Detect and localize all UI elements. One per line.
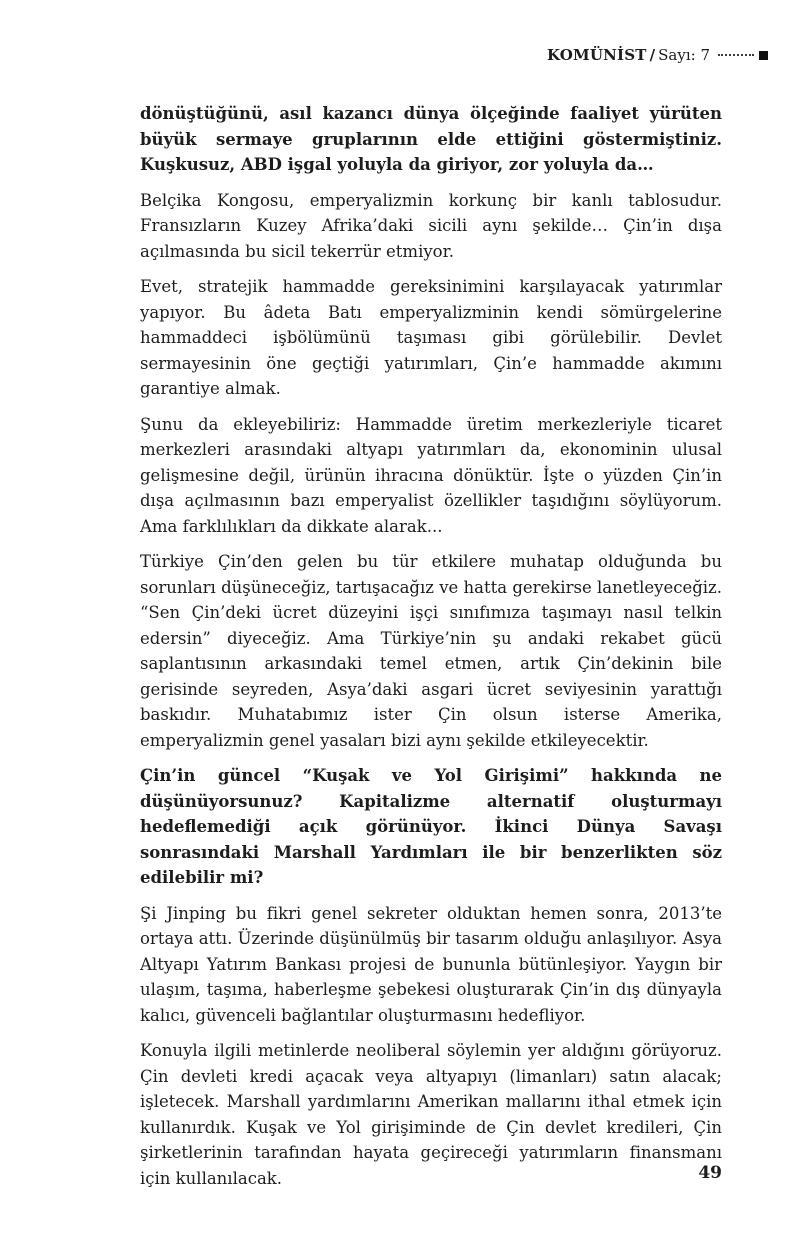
- paragraph-answer-3: Şunu da ekleyebiliriz: Hammadde üretim merkezleriyle ticaret merkezleri arasındaki altyapı yatırımları da, ekonominin ulusal gelişmesine değil, ürünün ihracına dönüktür. İşte o yüzden Çin’in dışa açılmasının bazı emperyalist özellikler taşıdığını söylüyorum. Ama farklılıkları da dikkate alarak...: [140, 414, 722, 536]
- running-header: [140, 46, 768, 64]
- header-square-marker: [759, 51, 768, 60]
- issue-number: Sayı: 7: [658, 46, 710, 64]
- header-separator: /: [649, 46, 656, 64]
- paragraph-question-1: dönüştüğünü, asıl kazancı dünya ölçeğinde faaliyet yürüten büyük sermaye gruplarının elde ettiğini göstermiştiniz. Kuşkusuz, ABD işgal yoluyla da giriyor, zor yoluyla da…: [140, 104, 722, 174]
- paragraph-answer-6: Konuyla ilgili metinlerde neoliberal söylemin yer aldığını görüyoruz. Çin devleti kredi açacak veya altyapıyı (limanları) satın alacak; işletecek. Marshall yardımlarını Amerikan mallarını ithal etmek için kullanırdık. Kuşak ve Yol girişiminde de Çin devlet kredileri, Çin şirketlerinin tarafından hayata geçireceği yatırımların finansmanı için kullanılacak.: [140, 1041, 722, 1188]
- paragraph-answer-1: Belçika Kongosu, emperyalizmin korkunç bir kanlı tablosudur. Fransızların Kuzey Afrika’daki sicili aynı şekilde… Çin’in dışa açılmasında bu sicil tekerrür etmiyor.: [140, 190, 722, 261]
- paragraph-question-2: Çin’in güncel “Kuşak ve Yol Girişimi” hakkında ne düşünüyorsunuz? Kapitalizme alternatif oluşturmayı hedeflemediği açık görünüyor. İkinci Dünya Savaşı sonrasındaki Marshall Yardımları ile bir benzerlikten söz edilebilir mi?: [140, 766, 722, 887]
- header-dotted-rule: [718, 54, 754, 56]
- journal-title: KOMÜNİST: [546, 46, 647, 64]
- page-number: 49: [698, 1163, 722, 1183]
- paragraph-answer-5: Şi Jinping bu fikri genel sekreter olduktan hemen sonra, 2013’te ortaya attı. Üzerinde düşünülmüş bir tasarım olduğu anlaşılıyor. Asya Altyapı Yatırım Bankası projesi de bununla bütünleşiyor. Yaygın bir ulaşım, taşıma, haberleşme şebekesi oluşturarak Çin’in dış dünyayla kalıcı, güvenceli bağlantılar oluşturmasını hedefliyor.: [140, 903, 722, 1025]
- paragraph-answer-2: Evet, stratejik hammadde gereksinimini karşılayacak yatırımlar yapıyor. Bu âdeta Batı emperyalizminin kendi sömürgelerine hammaddeci işbölümünü taşıması gibi görülebilir. Devlet sermayesinin öne geçtiği yatırımları, Çin’e hammadde akımını garantiye almak.: [140, 277, 722, 398]
- paragraph-answer-4: Türkiye Çin’den gelen bu tür etkilere muhatap olduğunda bu sorunları düşüneceğiz, tartışacağız ve hatta gerekirse lanetleyeceğiz. “Sen Çin’deki ücret düzeyini işçi sınıfımıza taşımayı nasıl telkin edersin” diyeceğiz. Ama Türkiye’nin şu andaki rekabet gücü saplantısının arkasındaki temel etmen, artık Çin’dekinin bile gerisinde seyreden, Asya’daki asgari ücret seviyesinin yarattığı baskıdır. Muhatabımız ister Çin olsun isterse Amerika, emperyalizmin genel yasaları bizi aynı şekilde etkileyecektir.: [140, 552, 722, 750]
- article-body: [140, 101, 722, 1201]
